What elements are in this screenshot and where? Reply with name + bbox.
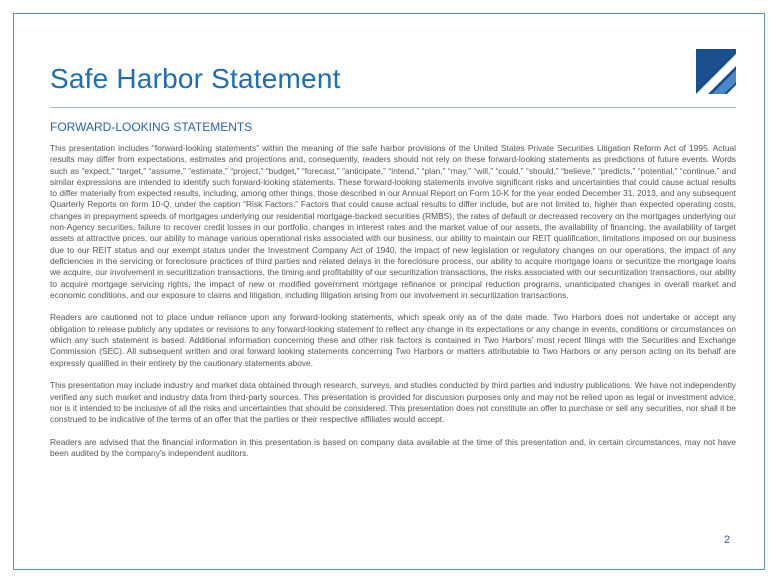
- page-number: 2: [724, 534, 731, 546]
- paragraph-market-data: This presentation may include industry and market data obtained through research, surveys, and studies conducted by third parties and industry publications. We have not independently verified any such market and industry data from third-party sources. This presentation is provided for discussion purposes only and may not be relied upon as legal or investment advice, nor is it intended to be inclusive of all the risks and uncertainties that should be considered. This presentation does not constitute an offer to purchase or sell any securities, nor shall it be construed to be indicative of the terms of an offer that the parties or their respective affiliates would accept.: [50, 380, 736, 425]
- company-logo-icon: [696, 49, 736, 94]
- paragraph-forward-looking: This presentation includes “forward-looking statements” within the meaning of the safe harbor provisions of the United States Private Securities Litigation Reform Act of 1995. Actual results may differ from expectations, estimates and projections and, consequently, readers should not rely on these forward-looking statements as predictions of future events. Words such as “expect,” “target,” “assume,” “estimate,” “project,” “budget,” “forecast,” “anticipate,” “intend,” “plan,” “may,” “will,” “could,” “should,” “believe,” “predicts,” “potential,” “continue,” and similar expressions are intended to identify such forward-looking statements. These forward-looking statements involve significant risks and uncertainties that could cause actual results to differ materially from expected results, including, among other things, those described in our Annual Report on Form 10-K for the year ended December 31, 2013, and any subsequent Quarterly Reports on form 10-Q, under the caption “Risk Factors.” Factors that could cause actual results to differ include, but are not limited to, higher than expected operating costs, changes in prepayment speeds of mortgages underlying our residential mortgage-backed securities (RMBS), the rates of default or decreased recovery on the mortgages underlying our non-Agency securities, failure to recover credit losses in our portfolio, changes in interest rates and the market value of our assets, the availability of financing, the availability of target assets at attractive prices, our ability to manage various operational risks associated with our business, our ability to maintain our REIT qualification, limitations imposed on our business due to our REIT status and our exempt status under the Investment Company Act of 1940, the impact of new legislation or regulatory changes on our operations, the impact of any deficiencies in the servicing or foreclosure practices of third parties and related delays in the foreclosure process, our ability to acquire mortgage loans or securitize the mortgage loans we acquire, our involvement in securitization transactions, the timing and profitability of our securitization transactions, the risks associated with our securitization transactions, our ability to acquire mortgage servicing rights, the impact of new or modified government mortgage refinance or principal reduction programs, unanticipated changes in overall market and economic conditions, and our exposure to claims and litigation, including litigation arising from our involvement in securitization transactions.: [50, 143, 736, 300]
- title-divider: [50, 107, 736, 108]
- paragraph-financial-info: Readers are advised that the financial information in this presentation is based on company data available at the time of this presentation and, in certain circumstances, may not have been audited by the company’s independent auditors.: [50, 436, 736, 459]
- page-title: Safe Harbor Statement: [50, 63, 341, 94]
- body-text: [50, 143, 736, 471]
- section-heading: FORWARD-LOOKING STATEMENTS: [50, 120, 253, 134]
- paragraph-readers-cautioned: Readers are cautioned not to place undue reliance upon any forward-looking statements, which speak only as of the date made. Two Harbors does not undertake or accept any obligation to release publicly any updates or revisions to any forward-looking statement to reflect any change in its expectations or any change in events, conditions or circumstances on which any such statement is based. Additional information concerning these and other risk factors is contained in Two Harbors’ most recent filings with the Securities and Exchange Commission (SEC). All subsequent written and oral forward looking statements concerning Two Harbors or matters attributable to Two Harbors or any person acting on its behalf are expressly qualified in their entirety by the cautionary statements above.: [50, 312, 736, 368]
